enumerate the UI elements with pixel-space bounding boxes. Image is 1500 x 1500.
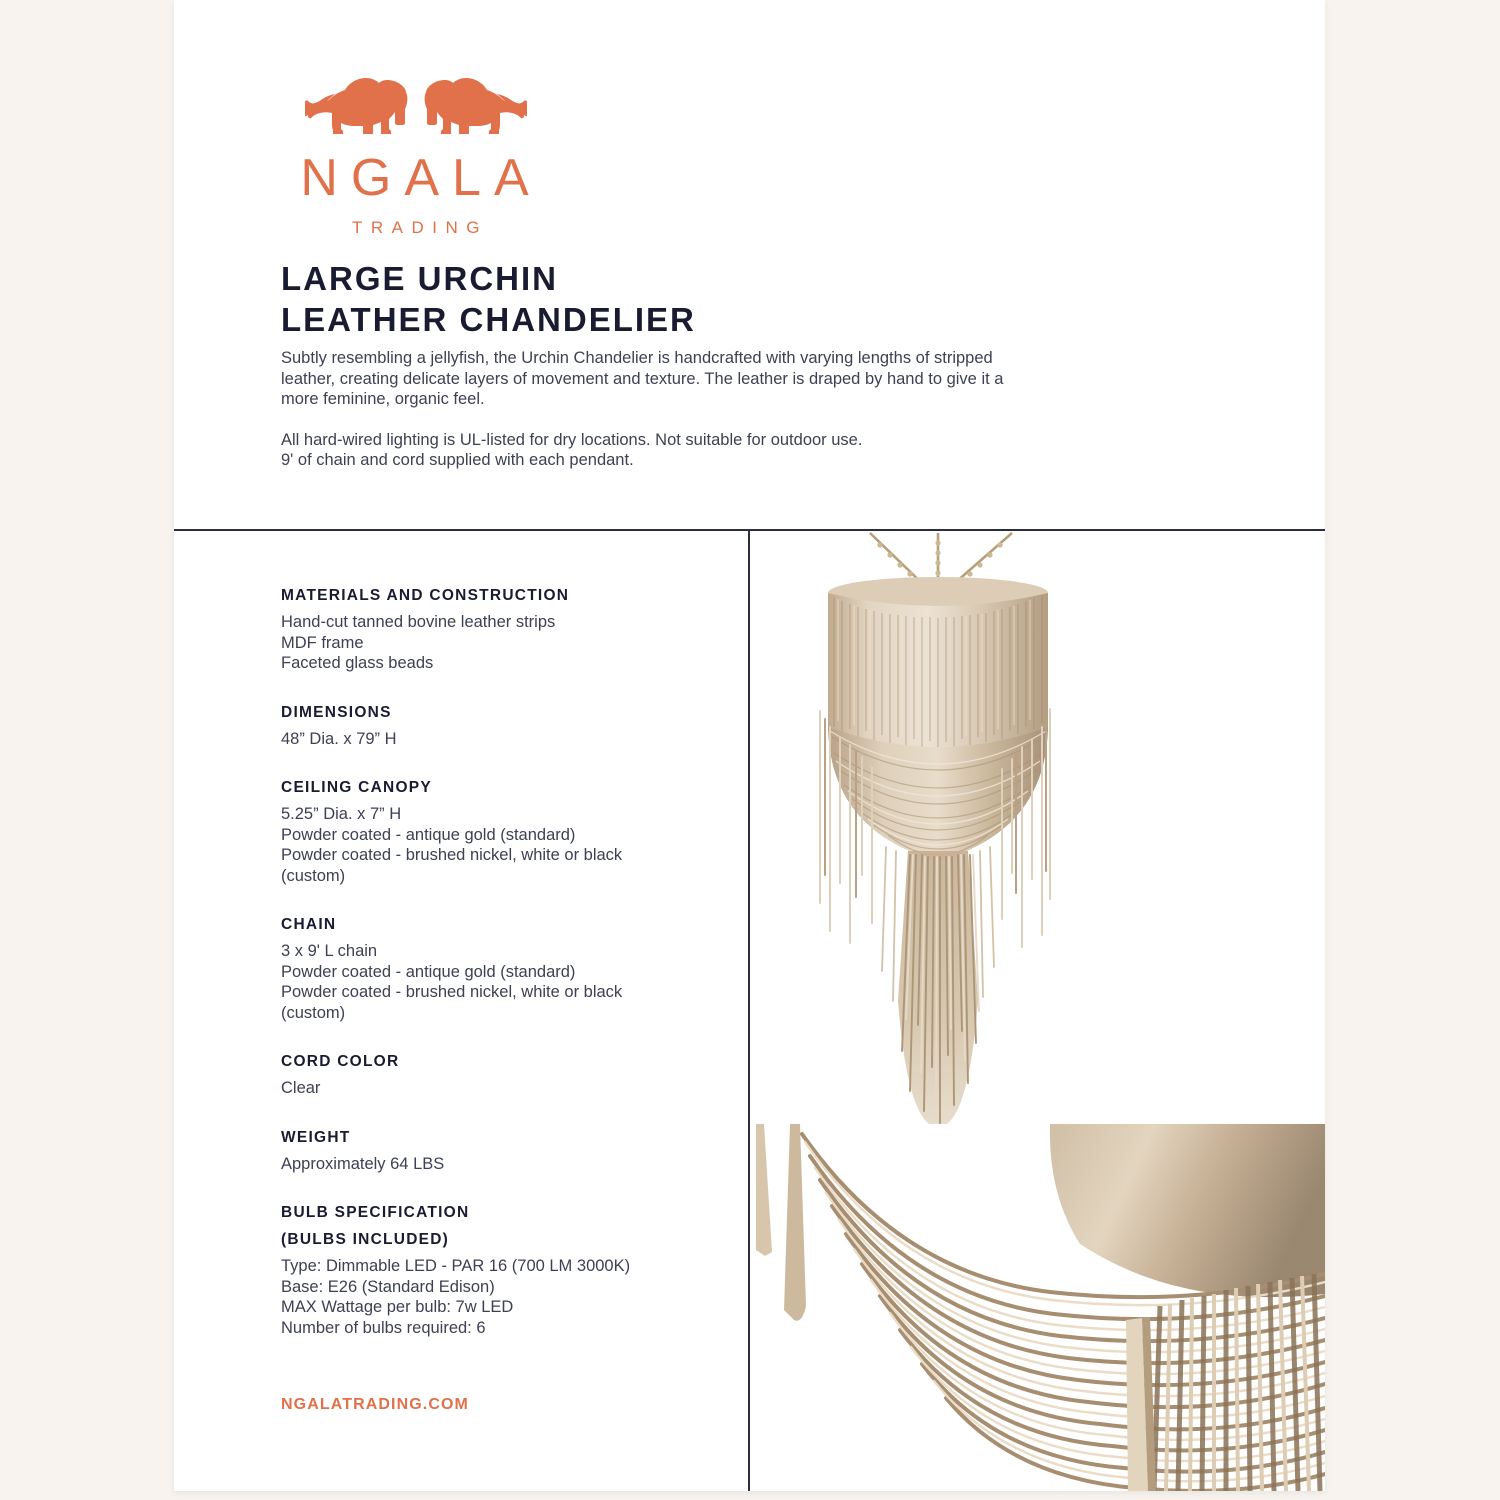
spec-line: 5.25” Dia. x 7” H	[281, 805, 402, 823]
brand-sub-wordmark: TRADING	[352, 218, 488, 237]
spec-line: Powder coated - brushed nickel, white or black	[281, 846, 623, 864]
spec-line: Hand-cut tanned bovine leather strips	[281, 613, 556, 631]
product-title-line-1: LARGE URCHIN	[281, 260, 558, 297]
spec-heading: WEIGHT	[281, 1128, 351, 1146]
urchin-chandelier-illustration	[750, 531, 1325, 1124]
description-line: more feminine, organic feel.	[281, 390, 485, 408]
spec-line: Powder coated - antique gold (standard)	[281, 962, 576, 981]
spec-group-bulb-specification	[281, 1202, 701, 1338]
main-product-photo	[750, 531, 1325, 1124]
page-title	[281, 258, 1111, 340]
spec-group-weight	[281, 1127, 701, 1175]
spec-sheet-page	[174, 0, 1325, 1491]
product-title-line-2: LEATHER CHANDELIER	[281, 301, 696, 338]
spec-line: 48” Dia. x 79” H	[281, 729, 397, 748]
spec-line: 3 x 9' L chain	[281, 942, 378, 960]
spec-line: MAX Wattage per bulb: 7w LED	[281, 1298, 514, 1316]
spec-line: (custom)	[281, 866, 346, 885]
spec-group-chain	[281, 914, 701, 1023]
spec-line: Base: E26 (Standard Edison)	[281, 1277, 495, 1296]
description-line: All hard-wired lighting is UL-listed for dry locations. Not suitable for outdoor use.	[281, 430, 863, 449]
description-line: 9' of chain and cord supplied with each pendant.	[281, 451, 634, 469]
description-paragraph-1	[281, 348, 1051, 410]
spec-heading-secondary: (BULBS INCLUDED)	[281, 1231, 450, 1248]
website-link[interactable]: NGALATRADING.COM	[281, 1396, 469, 1413]
spec-line: Clear	[281, 1079, 321, 1097]
spec-line: Powder coated - brushed nickel, white or black	[281, 983, 623, 1001]
specifications-list	[281, 585, 701, 1366]
spec-heading: CEILING CANOPY	[281, 779, 432, 796]
spec-heading: BULB SPECIFICATION	[281, 1204, 470, 1221]
brand-logo	[281, 72, 551, 238]
spec-heading: DIMENSIONS	[281, 703, 392, 721]
spec-heading: CORD COLOR	[281, 1053, 400, 1070]
spec-line: Number of bulbs required: 6	[281, 1318, 486, 1337]
description-line: Subtly resembling a jellyfish, the Urchin Chandelier is handcrafted with varying lengths of stripped	[281, 349, 993, 367]
spec-line: Approximately 64 LBS	[281, 1154, 445, 1173]
twin-lions-icon	[305, 72, 527, 134]
leather-drape-closeup-illustration	[750, 1124, 1325, 1491]
spec-group-ceiling-canopy	[281, 777, 701, 886]
description-paragraph-2	[281, 430, 1051, 471]
spec-line: (custom)	[281, 1003, 346, 1022]
spec-heading: MATERIALS AND CONSTRUCTION	[281, 587, 570, 604]
spec-line: Type: Dimmable LED - PAR 16 (700 LM 3000K)	[281, 1257, 631, 1275]
spec-line: Powder coated - antique gold (standard)	[281, 825, 576, 844]
brand-wordmark: NGALA	[300, 149, 542, 207]
description-line: leather, creating delicate layers of movement and texture. The leather is draped by hand to give it a	[281, 369, 1004, 388]
product-description	[281, 348, 1051, 471]
spec-group-cord-color	[281, 1051, 701, 1099]
spec-heading: CHAIN	[281, 916, 337, 933]
spec-group-dimensions	[281, 702, 701, 750]
spec-group-materials-and-construction	[281, 585, 701, 674]
header-section	[174, 0, 1325, 530]
spec-line: Faceted glass beads	[281, 654, 434, 672]
detail-product-photo	[750, 1124, 1325, 1491]
spec-line: MDF frame	[281, 633, 364, 652]
